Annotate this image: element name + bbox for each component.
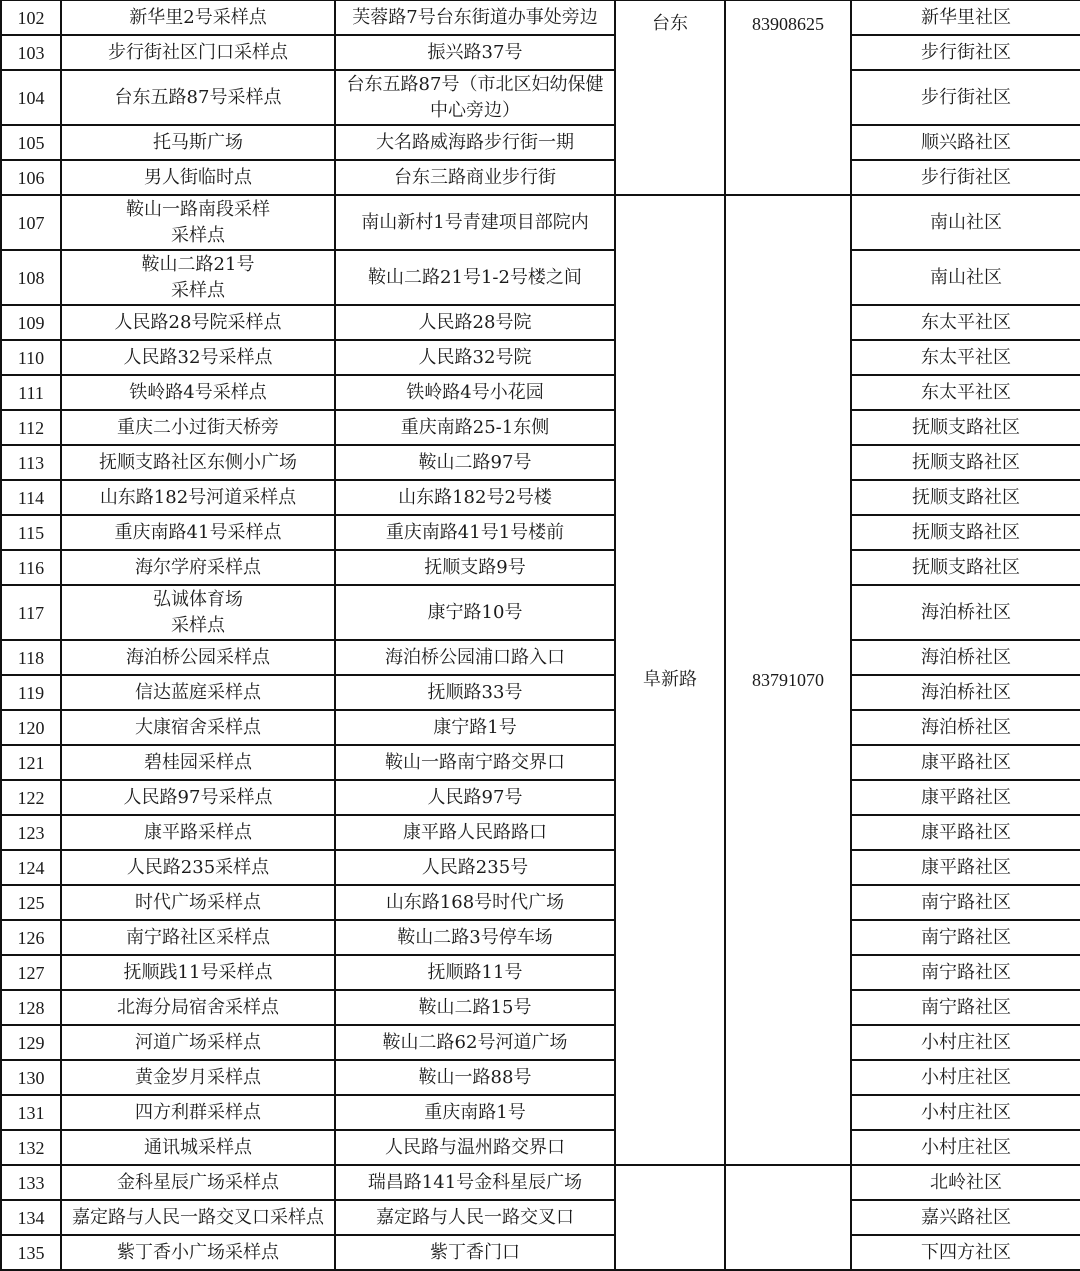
table-row <box>1 1200 1080 1235</box>
site-name: 河道广场采样点 <box>61 1025 335 1060</box>
site-address: 鞍山二路3号停车场 <box>335 920 615 955</box>
site-name: 台东五路87号采样点 <box>61 70 335 125</box>
site-name: 人民路32号采样点 <box>61 340 335 375</box>
street-name: 台东 <box>615 0 725 195</box>
site-address: 人民路97号 <box>335 780 615 815</box>
row-number: 110 <box>1 340 61 375</box>
row-number: 113 <box>1 445 61 480</box>
table-row <box>1 815 1080 850</box>
row-number: 134 <box>1 1200 61 1235</box>
row-number: 105 <box>1 125 61 160</box>
row-number: 112 <box>1 410 61 445</box>
site-name: 通讯城采样点 <box>61 1130 335 1165</box>
site-name: 人民路28号院采样点 <box>61 305 335 340</box>
row-number: 129 <box>1 1025 61 1060</box>
row-number: 128 <box>1 990 61 1025</box>
site-name: 四方利群采样点 <box>61 1095 335 1130</box>
site-name: 人民路235采样点 <box>61 850 335 885</box>
table-row <box>1 780 1080 815</box>
row-number: 118 <box>1 640 61 675</box>
community-name: 北岭社区 <box>851 1165 1080 1200</box>
site-name: 时代广场采样点 <box>61 885 335 920</box>
row-number: 115 <box>1 515 61 550</box>
row-number: 123 <box>1 815 61 850</box>
community-name: 康平路社区 <box>851 850 1080 885</box>
site-name: 海尔学府采样点 <box>61 550 335 585</box>
table-row <box>1 745 1080 780</box>
table-row <box>1 1235 1080 1270</box>
row-number: 132 <box>1 1130 61 1165</box>
site-address: 鞍山一路88号 <box>335 1060 615 1095</box>
table-row <box>1 640 1080 675</box>
community-name: 步行街社区 <box>851 160 1080 195</box>
site-name: 抚顺践11号采样点 <box>61 955 335 990</box>
community-name: 东太平社区 <box>851 340 1080 375</box>
contact-phone: 83791070 <box>725 195 851 1165</box>
table-row <box>1 675 1080 710</box>
site-name: 黄金岁月采样点 <box>61 1060 335 1095</box>
site-address: 人民路32号院 <box>335 340 615 375</box>
table-row <box>1 1025 1080 1060</box>
site-address: 鞍山二路21号1-2号楼之间 <box>335 250 615 305</box>
site-address: 抚顺支路9号 <box>335 550 615 585</box>
contact-phone <box>725 1165 851 1270</box>
site-address: 紫丁香门口 <box>335 1235 615 1270</box>
site-address: 嘉定路与人民一路交叉口 <box>335 1200 615 1235</box>
community-name: 南宁路社区 <box>851 990 1080 1025</box>
table-row <box>1 195 1080 250</box>
table-row <box>1 1060 1080 1095</box>
table-row <box>1 340 1080 375</box>
street-name <box>615 1165 725 1270</box>
row-number: 130 <box>1 1060 61 1095</box>
row-number: 103 <box>1 35 61 70</box>
table-row <box>1 1095 1080 1130</box>
table-row <box>1 445 1080 480</box>
row-number: 107 <box>1 195 61 250</box>
row-number: 117 <box>1 585 61 640</box>
site-address: 重庆南路1号 <box>335 1095 615 1130</box>
site-address: 瑞昌路141号金科星辰广场 <box>335 1165 615 1200</box>
community-name: 小村庄社区 <box>851 1060 1080 1095</box>
row-number: 102 <box>1 0 61 35</box>
community-name: 海泊桥社区 <box>851 710 1080 745</box>
community-name: 海泊桥社区 <box>851 675 1080 710</box>
site-address: 抚顺路11号 <box>335 955 615 990</box>
site-name: 步行街社区门口采样点 <box>61 35 335 70</box>
site-name: 信达蓝庭采样点 <box>61 675 335 710</box>
site-address: 芙蓉路7号台东街道办事处旁边 <box>335 0 615 35</box>
table-row <box>1 305 1080 340</box>
row-number: 125 <box>1 885 61 920</box>
site-name: 山东路182号河道采样点 <box>61 480 335 515</box>
site-address: 康平路人民路路口 <box>335 815 615 850</box>
community-name: 抚顺支路社区 <box>851 515 1080 550</box>
row-number: 108 <box>1 250 61 305</box>
site-address: 振兴路37号 <box>335 35 615 70</box>
community-name: 小村庄社区 <box>851 1025 1080 1060</box>
row-number: 116 <box>1 550 61 585</box>
table-row <box>1 410 1080 445</box>
table-row <box>1 480 1080 515</box>
row-number: 126 <box>1 920 61 955</box>
site-address: 铁岭路4号小花园 <box>335 375 615 410</box>
community-name: 步行街社区 <box>851 35 1080 70</box>
community-name: 新华里社区 <box>851 0 1080 35</box>
row-number: 106 <box>1 160 61 195</box>
site-address: 鞍山二路62号河道广场 <box>335 1025 615 1060</box>
site-address: 大名路威海路步行街一期 <box>335 125 615 160</box>
table-row <box>1 955 1080 990</box>
table-row <box>1 990 1080 1025</box>
site-address: 鞍山二路15号 <box>335 990 615 1025</box>
row-number: 131 <box>1 1095 61 1130</box>
table-row <box>1 375 1080 410</box>
table-row <box>1 850 1080 885</box>
row-number: 121 <box>1 745 61 780</box>
community-name: 抚顺支路社区 <box>851 445 1080 480</box>
community-name: 南宁路社区 <box>851 955 1080 990</box>
site-address: 鞍山二路97号 <box>335 445 615 480</box>
site-name: 金科星辰广场采样点 <box>61 1165 335 1200</box>
site-name: 男人街临时点 <box>61 160 335 195</box>
site-address: 重庆南路25-1东侧 <box>335 410 615 445</box>
site-address: 康宁路10号 <box>335 585 615 640</box>
table-row <box>1 70 1080 125</box>
community-name: 小村庄社区 <box>851 1095 1080 1130</box>
community-name: 小村庄社区 <box>851 1130 1080 1165</box>
site-name: 抚顺支路社区东侧小广场 <box>61 445 335 480</box>
community-name: 抚顺支路社区 <box>851 550 1080 585</box>
site-name: 托马斯广场 <box>61 125 335 160</box>
site-name: 重庆二小过街天桥旁 <box>61 410 335 445</box>
community-name: 顺兴路社区 <box>851 125 1080 160</box>
site-name: 铁岭路4号采样点 <box>61 375 335 410</box>
site-name: 弘诚体育场 采样点 <box>61 585 335 640</box>
site-name: 鞍山一路南段采样 采样点 <box>61 195 335 250</box>
site-address: 鞍山一路南宁路交界口 <box>335 745 615 780</box>
site-address: 人民路28号院 <box>335 305 615 340</box>
row-number: 122 <box>1 780 61 815</box>
site-name: 南宁路社区采样点 <box>61 920 335 955</box>
table-row <box>1 125 1080 160</box>
community-name: 南宁路社区 <box>851 885 1080 920</box>
site-address: 人民路与温州路交界口 <box>335 1130 615 1165</box>
table-row <box>1 1130 1080 1165</box>
site-name: 嘉定路与人民一路交叉口采样点 <box>61 1200 335 1235</box>
table-row <box>1 0 1080 35</box>
site-name: 康平路采样点 <box>61 815 335 850</box>
row-number: 133 <box>1 1165 61 1200</box>
row-number: 109 <box>1 305 61 340</box>
community-name: 康平路社区 <box>851 815 1080 850</box>
site-name: 新华里2号采样点 <box>61 0 335 35</box>
table-row <box>1 160 1080 195</box>
site-name: 大康宿舍采样点 <box>61 710 335 745</box>
community-name: 南宁路社区 <box>851 920 1080 955</box>
site-name: 重庆南路41号采样点 <box>61 515 335 550</box>
site-name: 鞍山二路21号 采样点 <box>61 250 335 305</box>
contact-phone: 83908625 <box>725 0 851 195</box>
site-address: 南山新村1号青建项目部院内 <box>335 195 615 250</box>
row-number: 127 <box>1 955 61 990</box>
site-address: 康宁路1号 <box>335 710 615 745</box>
site-address: 台东三路商业步行街 <box>335 160 615 195</box>
community-name: 步行街社区 <box>851 70 1080 125</box>
community-name: 南山社区 <box>851 195 1080 250</box>
community-name: 康平路社区 <box>851 745 1080 780</box>
community-name: 东太平社区 <box>851 305 1080 340</box>
community-name: 康平路社区 <box>851 780 1080 815</box>
community-name: 抚顺支路社区 <box>851 480 1080 515</box>
site-name: 北海分局宿舍采样点 <box>61 990 335 1025</box>
site-address: 抚顺路33号 <box>335 675 615 710</box>
site-address: 人民路235号 <box>335 850 615 885</box>
row-number: 111 <box>1 375 61 410</box>
row-number: 104 <box>1 70 61 125</box>
community-name: 下四方社区 <box>851 1235 1080 1270</box>
row-number: 119 <box>1 675 61 710</box>
site-address: 山东路182号2号楼 <box>335 480 615 515</box>
site-address: 海泊桥公园浦口路入口 <box>335 640 615 675</box>
community-name: 东太平社区 <box>851 375 1080 410</box>
table-row <box>1 35 1080 70</box>
table-row <box>1 550 1080 585</box>
site-address: 台东五路87号（市北区妇幼保健 中心旁边） <box>335 70 615 125</box>
table-row <box>1 585 1080 640</box>
row-number: 114 <box>1 480 61 515</box>
community-name: 嘉兴路社区 <box>851 1200 1080 1235</box>
site-address: 重庆南路41号1号楼前 <box>335 515 615 550</box>
community-name: 海泊桥社区 <box>851 640 1080 675</box>
community-name: 南山社区 <box>851 250 1080 305</box>
site-name: 紫丁香小广场采样点 <box>61 1235 335 1270</box>
table-row <box>1 885 1080 920</box>
community-name: 海泊桥社区 <box>851 585 1080 640</box>
table-row <box>1 710 1080 745</box>
row-number: 135 <box>1 1235 61 1270</box>
row-number: 120 <box>1 710 61 745</box>
site-address: 山东路168号时代广场 <box>335 885 615 920</box>
table-row <box>1 515 1080 550</box>
row-number: 124 <box>1 850 61 885</box>
site-name: 海泊桥公园采样点 <box>61 640 335 675</box>
community-name: 抚顺支路社区 <box>851 410 1080 445</box>
site-name: 碧桂园采样点 <box>61 745 335 780</box>
street-name: 阜新路 <box>615 195 725 1165</box>
site-name: 人民路97号采样点 <box>61 780 335 815</box>
table-row <box>1 1165 1080 1200</box>
table-row <box>1 250 1080 305</box>
table-row <box>1 920 1080 955</box>
